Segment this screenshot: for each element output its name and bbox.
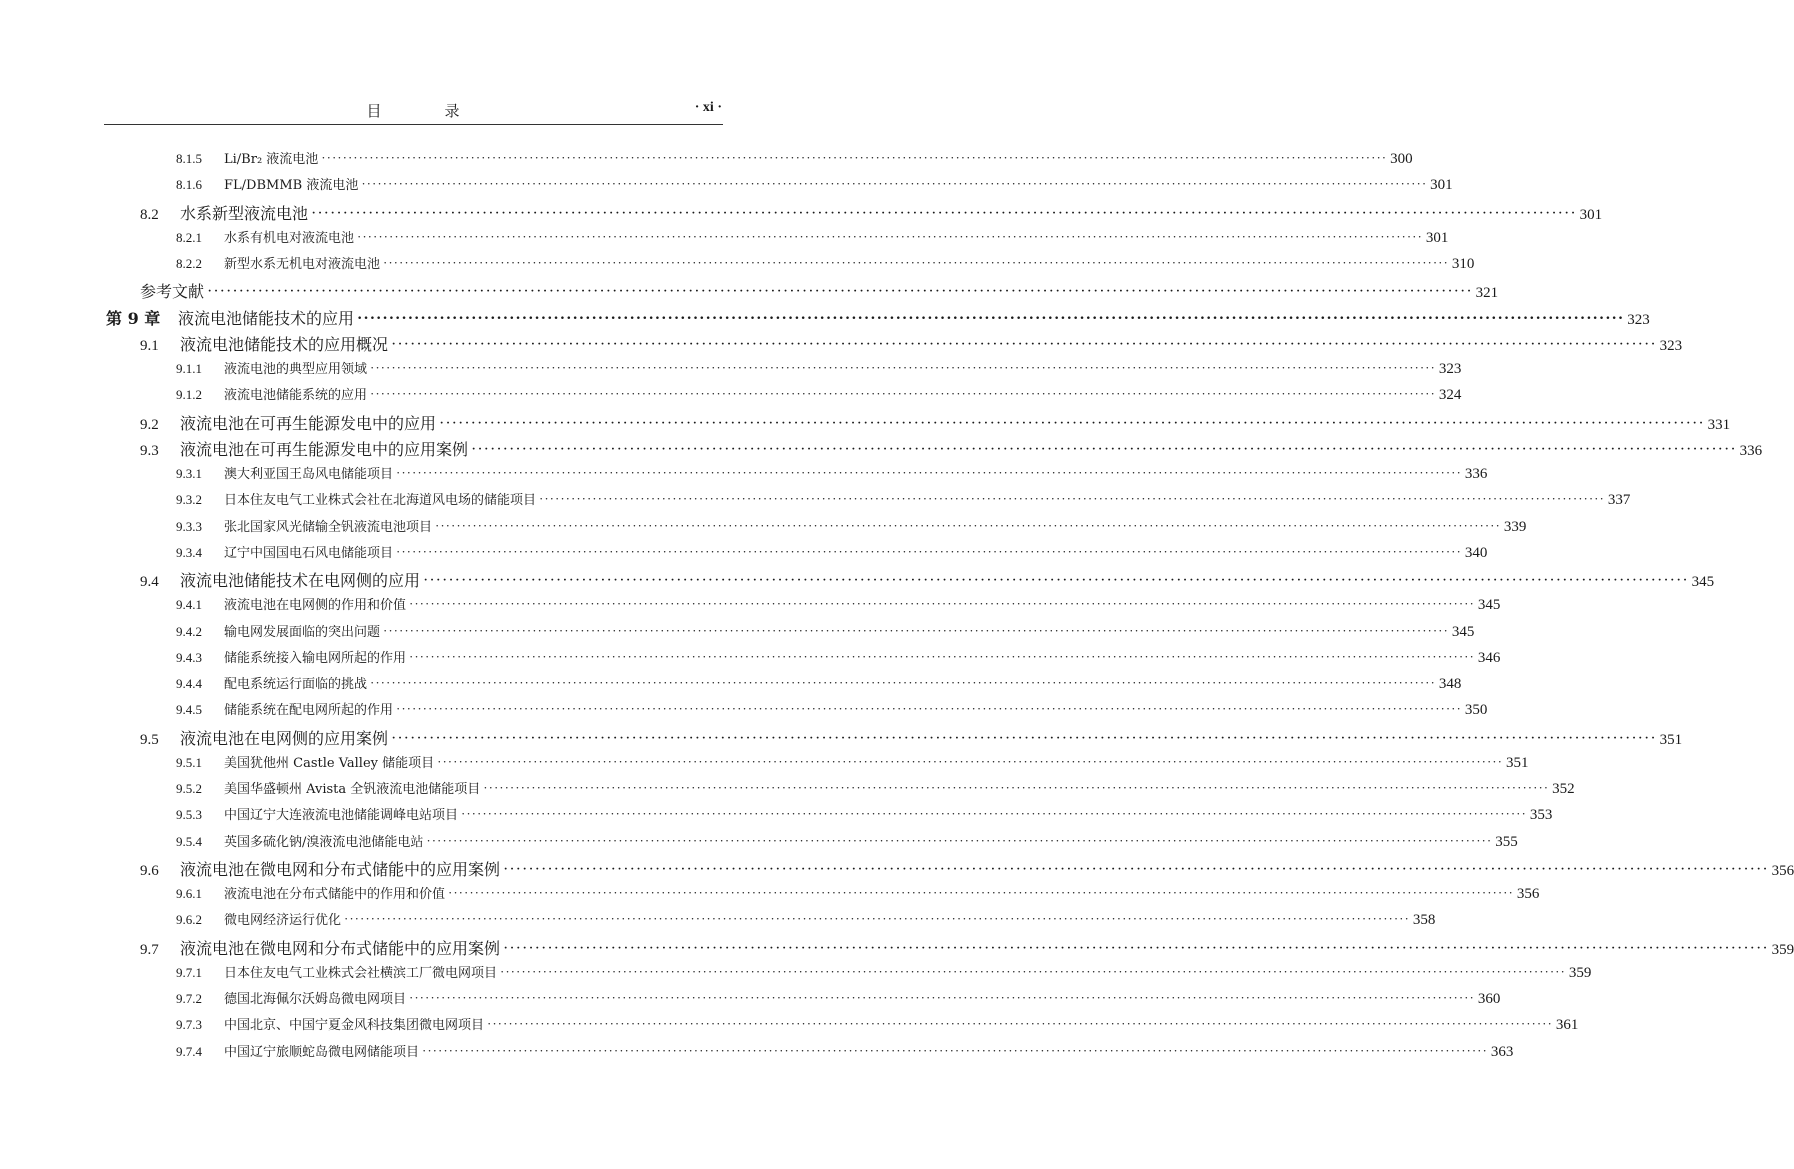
toc-entry[interactable]: [176, 516, 1527, 542]
toc-entry-title: 德国北海佩尔沃姆岛微电网项目: [224, 992, 407, 1007]
toc-entry-page: 360: [1477, 991, 1501, 1007]
toc-entry[interactable]: [140, 279, 1499, 305]
toc-entry-number: 9.5.1: [176, 754, 202, 770]
toc-entry-page: 323: [1627, 311, 1650, 328]
toc-entry-number: 9.5.4: [176, 833, 202, 849]
dot-leader: ········································································································································································································: [503, 860, 1769, 878]
toc-entry-number: 9.7.2: [176, 991, 202, 1006]
toc-entry-title: 澳大利亚国王岛风电储能项目: [224, 467, 394, 482]
toc-entry-page: 361: [1555, 1017, 1579, 1034]
dot-leader: ········································································································································································································: [483, 780, 1550, 795]
dot-leader: ········································································································································································································: [439, 414, 1705, 432]
toc-entry-title: 辽宁中国国电石风电储能项目: [224, 545, 394, 561]
toc-entry[interactable]: [176, 174, 1453, 200]
toc-entry-number: 9.5: [140, 731, 159, 748]
toc-entry[interactable]: [176, 804, 1553, 830]
toc-entry-page: 301: [1425, 229, 1449, 246]
toc-entry-title: 美国犹他州 Castle Valley 储能项目: [224, 755, 435, 771]
toc-entry-number: 9.7: [140, 941, 159, 958]
toc-entry-page: 345: [1477, 597, 1501, 614]
dot-leader: ········································································································································································································: [437, 753, 1503, 769]
toc-entry[interactable]: [140, 332, 1683, 358]
toc-entry-title: 输电网发展面临的突出问题: [224, 624, 381, 640]
toc-entry[interactable]: [176, 883, 1540, 909]
header-title: 目 录: [366, 102, 484, 120]
toc-entry-page: 337: [1607, 492, 1631, 509]
toc-entry-title: 水系有机电对液流电池: [224, 230, 355, 246]
dot-leader: ········································································································································································································: [396, 465, 1462, 480]
dot-leader: ········································································································································································································: [423, 572, 1689, 589]
toc-entry-page: 348: [1438, 676, 1462, 692]
toc-entry-number: 9.3.2: [176, 492, 202, 508]
toc-entry-page: 353: [1529, 807, 1553, 824]
toc-entry-title: 液流电池在分布式储能中的作用和价值: [224, 887, 446, 902]
dot-leader: ········································································································································································································: [311, 204, 1577, 222]
toc-entry-number: 9.7.4: [176, 1043, 202, 1059]
toc-entry-number: 9.4: [140, 574, 159, 590]
toc-entry-title: 配电系统运行面临的挑战: [224, 677, 368, 692]
toc-entry-title: 液流电池在电网侧的应用案例: [180, 728, 389, 748]
toc-entry[interactable]: [176, 489, 1631, 515]
toc-entry[interactable]: [140, 437, 1763, 463]
dot-leader: ········································································································································································································: [357, 228, 1423, 244]
dot-leader: ········································································································································································································: [409, 990, 1475, 1005]
dot-leader: ········································································································································································································: [396, 701, 1462, 717]
toc-entry-page: 346: [1477, 649, 1501, 666]
toc-entry-page: 336: [1464, 466, 1488, 482]
toc-entry-title: 液流电池在微电网和分布式储能中的应用案例: [180, 859, 501, 879]
toc-entry[interactable]: [176, 621, 1475, 647]
toc-entry[interactable]: [140, 201, 1603, 227]
toc-entry-title: 美国华盛顿州 Avista 全钒液流电池储能项目: [224, 782, 481, 797]
toc-entry[interactable]: [176, 1014, 1579, 1040]
toc-entry-number: 9.4.1: [176, 597, 202, 613]
dot-leader: ········································································································································································································: [426, 832, 1493, 848]
toc-entry-title: 新型水系无机电对液流电池: [224, 257, 381, 272]
toc-entry-page: 358: [1412, 912, 1436, 929]
toc-entry-page: 359: [1771, 941, 1794, 958]
toc-entry-number: 8.1.6: [176, 177, 202, 193]
toc-entry-number: 9.3: [140, 442, 159, 459]
toc-entry-number: 8.2.1: [176, 229, 202, 245]
toc-entry-page: 352: [1552, 781, 1575, 797]
dot-leader: ········································································································································································································: [487, 1016, 1553, 1032]
toc-entry[interactable]: [176, 909, 1436, 935]
toc-entry[interactable]: [176, 384, 1462, 410]
toc-entry-number: 9.3.4: [176, 544, 202, 560]
toc-entry-page: 350: [1464, 702, 1488, 719]
toc-entry-page: 345: [1451, 623, 1475, 640]
toc-entry-title: 液流电池储能系统的应用: [224, 388, 368, 404]
dot-leader: ········································································································································································································: [539, 491, 1605, 507]
toc-entry-title: 日本住友电气工业株式会社在北海道风电场的储能项目: [224, 493, 537, 509]
dot-leader: ········································································································································································································: [448, 885, 1514, 900]
toc-entry[interactable]: [176, 752, 1529, 778]
dot-leader: ········································································································································································································: [409, 596, 1475, 612]
toc-entry-title: 中国辽宁大连液流电池储能调峰电站项目: [224, 808, 459, 824]
dot-leader: ········································································································································································································: [500, 963, 1566, 979]
toc-entry-page: 301: [1579, 206, 1603, 223]
dot-leader: ········································································································································································································: [409, 648, 1475, 664]
toc-entry-page: 301: [1430, 177, 1453, 194]
toc-entry[interactable]: [176, 594, 1501, 620]
dot-leader: ········································································································································································································: [383, 622, 1449, 638]
toc-entry-title: 液流电池储能技术的应用: [178, 308, 355, 328]
toc-entry-number: 9.3.1: [176, 466, 202, 481]
running-header: [104, 98, 722, 122]
toc-entry-number: 9.4.3: [176, 649, 202, 665]
dot-leader: ········································································································································································································: [503, 939, 1769, 957]
toc-entry-page: 300: [1390, 151, 1413, 167]
toc-entry-page: 351: [1659, 731, 1683, 748]
dot-leader: ········································································································································································································: [370, 675, 1436, 690]
toc-entry[interactable]: [176, 962, 1592, 988]
toc-entry[interactable]: [176, 148, 1413, 174]
toc-entry-page: 363: [1490, 1043, 1514, 1060]
toc-entry-title: 液流电池储能技术的应用概况: [180, 334, 389, 354]
toc-entry-title: 中国北京、中国宁夏金风科技集团微电网项目: [224, 1018, 485, 1034]
toc-entry-page: 324: [1438, 387, 1462, 404]
toc-entry-number: 8.2.2: [176, 256, 202, 271]
toc-entry-title: 中国辽宁旅顺蛇岛微电网储能项目: [224, 1044, 420, 1060]
dot-leader: ········································································································································································································: [207, 283, 1473, 301]
toc-entry-number: 9.6: [140, 862, 159, 879]
toc-entry-page: 323: [1438, 361, 1462, 377]
toc-entry-title: 水系新型液流电池: [180, 203, 309, 223]
toc-entry[interactable]: [140, 936, 1794, 962]
dot-leader: ········································································································································································································: [370, 360, 1436, 375]
toc-entry-number: 9.4.4: [176, 676, 202, 691]
toc-entry[interactable]: [176, 227, 1449, 253]
toc-entry-number: 8.2: [140, 206, 159, 223]
toc-entry[interactable]: [176, 831, 1518, 857]
toc-entry-page: 351: [1505, 754, 1529, 771]
toc-entry-number: 9.3.3: [176, 518, 202, 534]
toc-entry-number: 8.1.5: [176, 151, 202, 166]
dot-leader: ········································································································································································································: [391, 335, 1657, 353]
toc-entry-number: 9.5.2: [176, 781, 202, 796]
toc-entry-title: 储能系统在配电网所起的作用: [224, 703, 394, 719]
toc-entry-page: 339: [1503, 518, 1527, 535]
toc-entry-page: 310: [1451, 256, 1475, 272]
toc-entry[interactable]: [140, 857, 1794, 883]
toc-entry-number: 9.4.5: [176, 702, 202, 718]
toc-entry[interactable]: [176, 358, 1462, 384]
toc-entry-page: 336: [1739, 442, 1763, 459]
dot-leader: ········································································································································································································: [396, 543, 1462, 559]
toc-entry[interactable]: [140, 411, 1731, 437]
toc-entry-title: 液流电池储能技术在电网侧的应用: [180, 571, 421, 590]
dot-leader: ········································································································································································································: [357, 309, 1625, 327]
toc-entry-title: 张北国家风光储输全钒液流电池项目: [224, 519, 433, 535]
toc-entry-page: 331: [1707, 416, 1731, 433]
toc-entry-page: 359: [1568, 964, 1592, 981]
toc-entry-number: 9.7.3: [176, 1017, 202, 1033]
toc-entry-page: 323: [1659, 337, 1683, 354]
toc-entry[interactable]: [176, 253, 1475, 279]
dot-leader: ········································································································································································································: [361, 176, 1428, 192]
toc-entry-page: 355: [1495, 833, 1518, 850]
toc-entry-number: 9.1: [140, 337, 159, 354]
toc-entry-title: Li/Br₂ 液流电池: [224, 152, 319, 167]
toc-entry-number: 9.7.1: [176, 964, 202, 980]
toc-entry-title: 液流电池在微电网和分布式储能中的应用案例: [180, 938, 501, 958]
dot-leader: ········································································································································································································: [471, 440, 1737, 458]
toc-entry-page: 356: [1771, 862, 1794, 879]
toc-entry[interactable]: [176, 673, 1462, 699]
toc-entry-page: 356: [1516, 886, 1540, 902]
toc-entry-number: 9.6.2: [176, 912, 202, 928]
dot-leader: ········································································································································································································: [391, 729, 1657, 747]
toc-entry[interactable]: [176, 647, 1501, 673]
dot-leader: ········································································································································································································: [383, 255, 1449, 270]
header-page-number: · xi ·: [694, 100, 722, 115]
toc-entry-number: 9.5.3: [176, 807, 202, 823]
toc-entry-title: 英国多硫化钠/溴液流电池储能电站: [224, 834, 424, 850]
toc-entry-title: 液流电池在可再生能源发电中的应用案例: [180, 439, 469, 459]
toc-entry[interactable]: [176, 699, 1488, 725]
dot-leader: ········································································································································································································: [435, 517, 1501, 533]
toc-entry-page: 345: [1691, 574, 1715, 590]
toc-entry-number: 9.1.2: [176, 387, 202, 403]
toc-entry-title: 微电网经济运行优化: [224, 913, 342, 929]
toc-entry-title: 液流电池在电网侧的作用和价值: [224, 598, 407, 614]
toc-entry-page: 340: [1464, 544, 1488, 561]
toc-entry-number: 第 9 章: [106, 308, 161, 328]
toc-entry-title: 参考文献: [140, 282, 205, 302]
toc-entry[interactable]: [140, 568, 1715, 594]
toc-entry[interactable]: [176, 463, 1488, 489]
toc-entry-title: 储能系统接入输电网所起的作用: [224, 650, 407, 666]
dot-leader: ········································································································································································································: [422, 1042, 1488, 1058]
toc-entry-number: 9.2: [140, 416, 159, 433]
toc-entry-title: 日本住友电气工业株式会社横滨工厂微电网项目: [224, 965, 498, 981]
dot-leader: ········································································································································································································: [344, 911, 1410, 927]
toc-entry-number: 9.6.1: [176, 886, 202, 901]
toc-entry-number: 9.4.2: [176, 623, 202, 639]
toc-entry[interactable]: [106, 306, 1650, 332]
toc-entry[interactable]: [176, 1041, 1514, 1067]
dot-leader: ········································································································································································································: [370, 386, 1436, 402]
dot-leader: ········································································································································································································: [321, 150, 1388, 165]
toc-entry[interactable]: [140, 726, 1683, 752]
toc-entry[interactable]: [176, 542, 1488, 568]
header-rule: [104, 124, 723, 125]
toc-entry-title: 液流电池在可再生能源发电中的应用: [180, 413, 437, 433]
toc-entry-title: FL/DBMMB 液流电池: [224, 178, 359, 194]
toc-entry-title: 液流电池的典型应用领域: [224, 362, 368, 377]
dot-leader: ········································································································································································································: [461, 806, 1527, 822]
toc-entry[interactable]: [176, 778, 1575, 804]
toc-entry-number: 9.1.1: [176, 361, 202, 376]
toc-entry-page: 321: [1475, 285, 1499, 302]
toc-entry[interactable]: [176, 988, 1501, 1014]
